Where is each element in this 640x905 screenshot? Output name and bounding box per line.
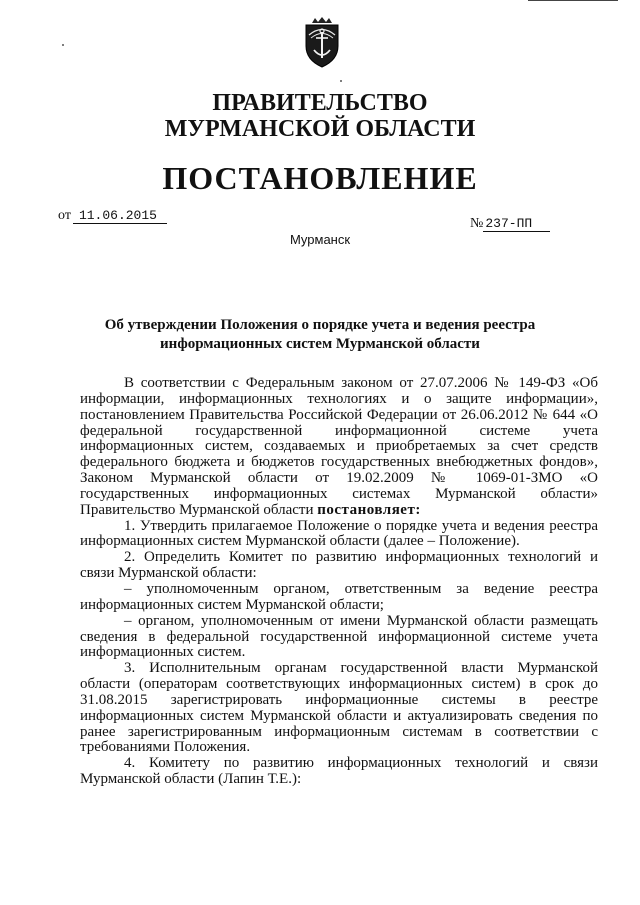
item-2-subitem-a: – уполномоченным органом, ответственным за ведение реестра информационных систем Мурманской области; [80,580,598,613]
decree-subject [90,316,550,354]
org-name-line2: МУРМАНСКОЙ ОБЛАСТИ [164,116,476,142]
murmansk-coat-of-arms-icon [302,16,342,68]
document-type-title: ПОСТАНОВЛЕНИЕ [162,160,478,196]
top-right-rule [528,0,618,1]
subject-line1: Об утверждении Положения о порядке учета и ведения реестра [104,317,536,333]
subject-line2: информационных систем Мурманской области [160,336,480,352]
number-value: 237-ПП [483,216,550,232]
date-value: 11.06.2015 [73,208,167,224]
number-prefix: № [470,216,484,231]
preamble-paragraph [80,376,598,519]
scan-speck [340,80,342,82]
date-prefix: от [58,208,71,223]
item-2: 2. Определить Комитет по развитию информационных технологий и связи Мурманской области: [80,549,598,582]
city-label: Мурманск [289,232,351,247]
decree-body [80,376,598,788]
item-3: 3. Исполнительным органам государственной власти Мурманской области (операторам соответствующих информационных систем) в срок до 31.08.2015 зарегистрировать информационные системы в реестре информационных систем Мурманской области и актуализировать сведения по ранее зарегистрированным информационным системам в соответствии с требованиями Положения. [80,660,598,756]
decree-keyword: постановляет: [317,501,421,518]
scan-speck [62,44,64,46]
item-1: 1. Утвердить прилагаемое Положение о порядке учета и ведения реестра информационных систем Мурманской области (далее – Положение). [80,517,598,550]
number-field [470,216,550,232]
date-field [58,208,167,224]
preamble-text: В соответствии с Федеральным законом от 27.07.2006 № 149-ФЗ «Об информации, информационных технологиях и о защите информации», постановлением Правительства Российской Федерации от 26.06.2012 № 644 «О федеральной государственной информационной системе учета информационных систем, создаваемых и приобретаемых за счет средств федерального бюджета и бюджетов государственных внебюджетных фондов», Законом Мурманской области от 19.02.2009 № 1069-01-ЗМО «О государственных информационных системах Мурманской области» Правительство Мурманской области [80,375,598,518]
item-4: 4. Комитету по развитию информационных технологий и связи Мурманской области (Лапин Т.Е.): [80,755,598,788]
item-2-subitem-b: – органом, уполномоченным от имени Мурманской области размещать сведения в федеральной государственной информационной системе учета информационных систем. [80,612,598,661]
org-name-line1: ПРАВИТЕЛЬСТВО [212,90,428,116]
